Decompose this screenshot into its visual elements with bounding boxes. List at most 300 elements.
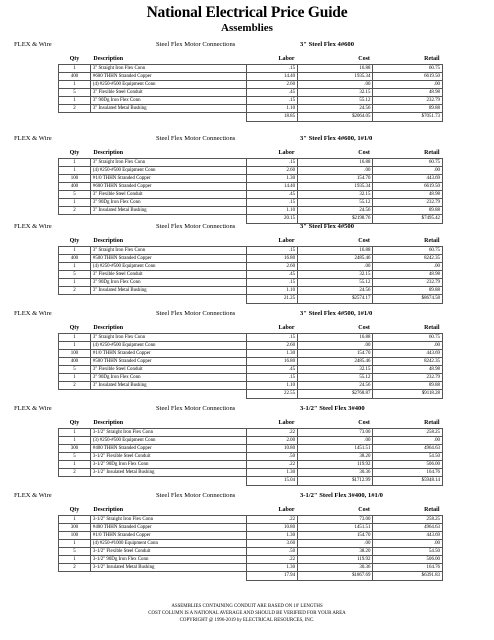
table-header-row (59, 54, 443, 65)
assembly-category: FLEX & Wire (14, 41, 52, 48)
assembly-name: 3" Steel Flex 4#600 (300, 41, 355, 48)
cell-retail: 60.75 (373, 334, 443, 342)
cell-labor: .22 (247, 461, 298, 469)
col-header-description: Description (93, 237, 124, 244)
assembly-header (0, 40, 494, 52)
cell-description: #1/0 THHN Stranded Copper (90, 350, 246, 358)
cell-labor: 1.30 (247, 350, 298, 358)
assembly-group: Steel Flex Motor Connections (156, 310, 236, 317)
cell-qty: 1 (59, 342, 91, 350)
cell-retail: 232.79 (373, 97, 443, 105)
cell-retail: .00 (373, 437, 443, 445)
cell-cost: 55.12 (298, 374, 373, 382)
cell-retail: 48.98 (373, 366, 443, 374)
cell-labor: 14.40 (247, 183, 298, 191)
cell-labor: 2.00 (247, 437, 298, 445)
cell-description: #600 THHN Stranded Copper (90, 183, 246, 191)
cell-description: 3-1/2" 90Dg Iron Flex Conn (90, 461, 246, 469)
total-labor: 15.04 (247, 477, 298, 486)
cell-cost: 1451.51 (298, 524, 373, 532)
cell-cost: 55.12 (298, 97, 373, 105)
col-header-cost: Cost (358, 55, 370, 62)
cell-description: 3" Insulated Metal Bushing (90, 105, 246, 113)
cell-retail: 232.79 (373, 279, 443, 287)
table-row (59, 73, 443, 81)
cell-cost: 154.70 (298, 350, 373, 358)
total-row (59, 113, 443, 122)
cell-retail: 6619.50 (373, 183, 443, 191)
cell-labor: .15 (247, 199, 298, 207)
cell-qty: 1 (59, 199, 91, 207)
cell-labor: 10.80 (247, 524, 298, 532)
total-retail: $6391.83 (373, 572, 443, 581)
cell-description: 3-1/2" Flexible Steel Conduit (90, 548, 246, 556)
col-header-labor: Labor (278, 419, 295, 426)
cell-labor: .45 (247, 366, 298, 374)
cell-qty: 2 (59, 382, 91, 390)
assembly-group: Steel Flex Motor Connections (156, 492, 236, 499)
col-header-labor: Labor (278, 324, 295, 331)
col-header-qty: Qty (69, 419, 80, 426)
cell-retail: 258.25 (373, 429, 443, 437)
cell-labor: .15 (247, 97, 298, 105)
cell-labor: .22 (247, 516, 298, 524)
table-row (59, 167, 443, 175)
cell-retail: .00 (373, 540, 443, 548)
table-row (59, 191, 443, 199)
col-header-retail: Retail (424, 506, 440, 513)
cell-description: #500 THHN Stranded Copper (90, 255, 246, 263)
cell-qty: 300 (59, 524, 91, 532)
table-row (59, 445, 443, 453)
cell-qty: 2 (59, 469, 91, 477)
table-row (59, 255, 443, 263)
cell-retail: 54.50 (373, 453, 443, 461)
cell-retail: 4964.63 (373, 445, 443, 453)
cell-description: 3-1/2" Insulated Metal Bushing (90, 469, 246, 477)
cell-description: (4) #250-#500 Equipment Conn (90, 263, 246, 271)
cell-labor: .15 (247, 279, 298, 287)
table-row (59, 453, 443, 461)
col-header-labor: Labor (278, 149, 295, 156)
cell-cost: 32.15 (298, 271, 373, 279)
col-header-labor: Labor (278, 55, 295, 62)
cell-description: 3" 90Dg Iron Flex Conn (90, 199, 246, 207)
cell-retail: 232.79 (373, 374, 443, 382)
cell-retail: 8242.35 (373, 358, 443, 366)
cell-cost: 119.92 (298, 461, 373, 469)
cell-cost: 16.88 (298, 159, 373, 167)
assembly-category: FLEX & Wire (14, 135, 52, 142)
total-retail: $7495.42 (373, 215, 443, 224)
cell-qty: 400 (59, 255, 91, 263)
cell-qty: 1 (59, 429, 91, 437)
cell-labor: 2.60 (247, 81, 298, 89)
table-row (59, 437, 443, 445)
assembly-category: FLEX & Wire (14, 223, 52, 230)
total-cost: $1712.99 (298, 477, 373, 486)
cell-qty: 100 (59, 532, 91, 540)
cell-description: 3" Flexible Steel Conduit (90, 191, 246, 199)
cell-labor: .45 (247, 271, 298, 279)
cell-cost: 154.70 (298, 175, 373, 183)
cell-retail: 443.69 (373, 350, 443, 358)
cell-cost: 38.20 (298, 548, 373, 556)
table-row (59, 540, 443, 548)
assembly-block (0, 40, 494, 119)
cell-cost: .00 (298, 263, 373, 271)
cell-cost: 32.15 (298, 366, 373, 374)
cell-description: 3" Flexible Steel Conduit (90, 89, 246, 97)
page-subtitle: Assemblies (221, 22, 273, 34)
cell-retail: 48.98 (373, 89, 443, 97)
assembly-table (58, 54, 443, 122)
total-labor: 21.25 (247, 295, 298, 304)
table-row (59, 469, 443, 477)
col-header-qty: Qty (69, 324, 80, 331)
cell-description: 3" Straight Iron Flex Conn (90, 159, 246, 167)
total-row (59, 477, 443, 486)
total-labor: 22.55 (247, 390, 298, 399)
cell-cost: 55.12 (298, 199, 373, 207)
cell-description: #1/0 THHN Stranded Copper (90, 175, 246, 183)
table-row (59, 65, 443, 73)
cell-qty: 1 (59, 556, 91, 564)
cell-qty: 1 (59, 247, 91, 255)
table-row (59, 207, 443, 215)
table-row (59, 366, 443, 374)
col-header-description: Description (93, 55, 124, 62)
col-header-description: Description (93, 506, 124, 513)
assembly-category: FLEX & Wire (14, 405, 52, 412)
assembly-block (0, 222, 494, 301)
assembly-table (58, 148, 443, 224)
cell-description: 3" Insulated Metal Bushing (90, 382, 246, 390)
table-row (59, 516, 443, 524)
cell-qty: 1 (59, 263, 91, 271)
cell-labor: 1.10 (247, 287, 298, 295)
cell-qty: 1 (59, 437, 91, 445)
total-cost: $2768.87 (298, 390, 373, 399)
cell-cost: 30.36 (298, 564, 373, 572)
cell-description: #1/0 THHN Stranded Copper (90, 532, 246, 540)
assembly-block (0, 491, 494, 578)
table-row (59, 556, 443, 564)
cell-cost: 1935.34 (298, 183, 373, 191)
cell-labor: .22 (247, 429, 298, 437)
cell-qty: 5 (59, 191, 91, 199)
cell-qty: 2 (59, 105, 91, 113)
table-row (59, 382, 443, 390)
cell-description: 3" Flexible Steel Conduit (90, 271, 246, 279)
cell-retail: 443.69 (373, 532, 443, 540)
assembly-table (58, 323, 443, 399)
cell-cost: 24.56 (298, 287, 373, 295)
cell-labor: 16.80 (247, 255, 298, 263)
cell-description: (3) #250-#500 Equipment Conn (90, 437, 246, 445)
cell-retail: 60.75 (373, 159, 443, 167)
table-header-row (59, 148, 443, 159)
cell-qty: 1 (59, 516, 91, 524)
cell-labor: 1.10 (247, 207, 298, 215)
cell-labor: 1.30 (247, 175, 298, 183)
assembly-header (0, 222, 494, 234)
cell-qty: 1 (59, 97, 91, 105)
cell-labor: 14.40 (247, 73, 298, 81)
cell-labor: 10.80 (247, 445, 298, 453)
assembly-name: 3-1/2" Steel Flex 3#400 (300, 405, 365, 412)
col-header-retail: Retail (424, 419, 440, 426)
total-retail: $9118.28 (373, 390, 443, 399)
cell-cost: 16.88 (298, 247, 373, 255)
table-header-row (59, 505, 443, 516)
cell-qty: 300 (59, 445, 91, 453)
col-header-cost: Cost (358, 324, 370, 331)
cell-labor: 1.10 (247, 382, 298, 390)
cell-qty: 400 (59, 73, 91, 81)
cell-qty: 1 (59, 334, 91, 342)
cell-qty: 5 (59, 271, 91, 279)
cell-retail: .00 (373, 342, 443, 350)
total-labor: 17.94 (247, 572, 298, 581)
cell-labor: .15 (247, 247, 298, 255)
cell-cost: 32.15 (298, 191, 373, 199)
cell-description: 3" Insulated Metal Bushing (90, 207, 246, 215)
assembly-header (0, 134, 494, 146)
table-row (59, 263, 443, 271)
col-header-retail: Retail (424, 237, 440, 244)
cell-qty: 1 (59, 279, 91, 287)
cell-cost: 32.15 (298, 89, 373, 97)
cell-description: #500 THHN Stranded Copper (90, 358, 246, 366)
table-row (59, 159, 443, 167)
cell-cost: 30.36 (298, 469, 373, 477)
cell-cost: 24.56 (298, 105, 373, 113)
col-header-qty: Qty (69, 506, 80, 513)
table-row (59, 548, 443, 556)
table-row (59, 342, 443, 350)
cell-retail: 6619.50 (373, 73, 443, 81)
col-header-labor: Labor (278, 237, 295, 244)
col-header-cost: Cost (358, 419, 370, 426)
table-row (59, 334, 443, 342)
cell-description: 3" 90Dg Iron Flex Conn (90, 374, 246, 382)
cell-qty: 100 (59, 350, 91, 358)
cell-retail: 60.75 (373, 247, 443, 255)
cell-description: 3-1/2" Straight Iron Flex Conn (90, 429, 246, 437)
cell-retail: 89.88 (373, 287, 443, 295)
cell-retail: .00 (373, 167, 443, 175)
cell-cost: 1451.51 (298, 445, 373, 453)
cell-cost: 38.20 (298, 453, 373, 461)
assembly-group: Steel Flex Motor Connections (156, 223, 236, 230)
cell-cost: 1935.34 (298, 73, 373, 81)
cell-qty: 1 (59, 65, 91, 73)
cell-labor: .15 (247, 374, 298, 382)
table-row (59, 279, 443, 287)
cell-labor: 1.30 (247, 564, 298, 572)
table-row (59, 247, 443, 255)
total-row (59, 390, 443, 399)
cell-description: 3" Straight Iron Flex Conn (90, 247, 246, 255)
cell-cost: .00 (298, 167, 373, 175)
cell-cost: 24.56 (298, 207, 373, 215)
cell-retail: 258.25 (373, 516, 443, 524)
footer-note-conduit: ASSEMBLIES CONTAINING CONDUIT ARE BASED ON 10' LENGTHS (171, 604, 323, 609)
table-row (59, 374, 443, 382)
cell-qty: 1 (59, 461, 91, 469)
cell-labor: .50 (247, 548, 298, 556)
cell-labor: 2.60 (247, 342, 298, 350)
col-header-labor: Labor (278, 506, 295, 513)
cell-retail: 89.88 (373, 382, 443, 390)
table-row (59, 564, 443, 572)
cell-labor: .22 (247, 556, 298, 564)
cell-qty: 400 (59, 183, 91, 191)
table-row (59, 524, 443, 532)
cell-retail: 4964.63 (373, 524, 443, 532)
col-header-qty: Qty (69, 237, 80, 244)
footer-copyright: COPYRIGHT @ 1996-2019 by ELECTRICAL RESOURCES, INC. (179, 617, 315, 623)
page-footer (0, 604, 494, 624)
cell-qty: 400 (59, 358, 91, 366)
cell-qty: 1 (59, 540, 91, 548)
assembly-name: 3-1/2" Steel Flex 3#400, 1#1/0 (300, 492, 383, 499)
col-header-description: Description (93, 149, 124, 156)
total-row (59, 572, 443, 581)
col-header-cost: Cost (358, 149, 370, 156)
cell-qty: 5 (59, 453, 91, 461)
total-labor: 18.85 (247, 113, 298, 122)
table-row (59, 429, 443, 437)
total-cost: $1867.69 (298, 572, 373, 581)
cell-description: #400 THHN Stranded Copper (90, 445, 246, 453)
col-header-retail: Retail (424, 324, 440, 331)
cell-cost: 2485.46 (298, 255, 373, 263)
cell-labor: 2.60 (247, 263, 298, 271)
cell-description: 3-1/2" 90Dg Iron Flex Conn (90, 556, 246, 564)
cell-cost: .00 (298, 342, 373, 350)
table-header-row (59, 236, 443, 247)
table-row (59, 183, 443, 191)
cell-qty: 1 (59, 374, 91, 382)
cell-retail: 48.98 (373, 191, 443, 199)
table-row (59, 350, 443, 358)
total-labor: 20.15 (247, 215, 298, 224)
total-cost: $2574.17 (298, 295, 373, 304)
assembly-block (0, 404, 494, 483)
cell-cost: 55.12 (298, 279, 373, 287)
assembly-block (0, 309, 494, 396)
cell-labor: 16.80 (247, 358, 298, 366)
cell-qty: 2 (59, 564, 91, 572)
cell-qty: 1 (59, 167, 91, 175)
cell-qty: 1 (59, 81, 91, 89)
cell-description: 3" Straight Iron Flex Conn (90, 334, 246, 342)
cell-description: #600 THHN Stranded Copper (90, 73, 246, 81)
cell-description: 3" Insulated Metal Bushing (90, 287, 246, 295)
cell-cost: 24.56 (298, 382, 373, 390)
assembly-group: Steel Flex Motor Connections (156, 135, 236, 142)
table-row (59, 89, 443, 97)
col-header-qty: Qty (69, 149, 80, 156)
cell-description: (4) #250-#1000 Equipment Conn (90, 540, 246, 548)
cell-description: 3-1/2" Straight Iron Flex Conn (90, 516, 246, 524)
cell-qty: 5 (59, 548, 91, 556)
table-row (59, 358, 443, 366)
total-cost: $2198.76 (298, 215, 373, 224)
cell-labor: 1.30 (247, 532, 298, 540)
cell-labor: .45 (247, 89, 298, 97)
cell-qty: 5 (59, 89, 91, 97)
cell-labor: 3.60 (247, 540, 298, 548)
cell-cost: .00 (298, 81, 373, 89)
assembly-block (0, 134, 494, 221)
cell-description: (4) #250-#500 Equipment Conn (90, 342, 246, 350)
cell-labor: 1.30 (247, 469, 298, 477)
cell-labor: .15 (247, 159, 298, 167)
total-row (59, 295, 443, 304)
col-header-retail: Retail (424, 55, 440, 62)
table-row (59, 81, 443, 89)
table-row (59, 532, 443, 540)
cell-cost: 16.88 (298, 334, 373, 342)
table-row (59, 271, 443, 279)
cell-retail: .00 (373, 263, 443, 271)
assembly-header (0, 309, 494, 321)
cell-cost: .00 (298, 437, 373, 445)
cell-qty: 100 (59, 175, 91, 183)
assembly-header (0, 404, 494, 416)
cell-labor: .45 (247, 191, 298, 199)
table-header-row (59, 418, 443, 429)
cell-retail: 443.69 (373, 175, 443, 183)
cell-retail: 8242.35 (373, 255, 443, 263)
cell-retail: 164.76 (373, 469, 443, 477)
cell-retail: 54.50 (373, 548, 443, 556)
cell-retail: 506.00 (373, 461, 443, 469)
cell-labor: 2.60 (247, 167, 298, 175)
cell-labor: .15 (247, 334, 298, 342)
col-header-qty: Qty (69, 55, 80, 62)
assembly-header (0, 491, 494, 503)
cell-labor: 1.10 (247, 105, 298, 113)
cell-retail: 89.88 (373, 207, 443, 215)
col-header-description: Description (93, 324, 124, 331)
cell-qty: 5 (59, 366, 91, 374)
page-title: National Electrical Price Guide (146, 4, 348, 21)
assembly-category: FLEX & Wire (14, 492, 52, 499)
cell-qty: 1 (59, 159, 91, 167)
table-header-row (59, 323, 443, 334)
table-row (59, 105, 443, 113)
cell-description: 3-1/2" Insulated Metal Bushing (90, 564, 246, 572)
footer-note-cost: COST COLUMN IS A NATIONAL AVERAGE AND SHOULD BE VERIFIED FOR YOUR AREA (148, 610, 346, 616)
cell-cost: 73.00 (298, 516, 373, 524)
col-header-description: Description (93, 419, 124, 426)
cell-description: 3" 90Dg Iron Flex Conn (90, 97, 246, 105)
col-header-cost: Cost (358, 506, 370, 513)
cell-description: #400 THHN Stranded Copper (90, 524, 246, 532)
table-row (59, 287, 443, 295)
cell-description: 3" 90Dg Iron Flex Conn (90, 279, 246, 287)
cell-qty: 2 (59, 207, 91, 215)
col-header-cost: Cost (358, 237, 370, 244)
cell-labor: .15 (247, 65, 298, 73)
assembly-category: FLEX & Wire (14, 310, 52, 317)
cell-retail: 164.76 (373, 564, 443, 572)
cell-labor: .50 (247, 453, 298, 461)
